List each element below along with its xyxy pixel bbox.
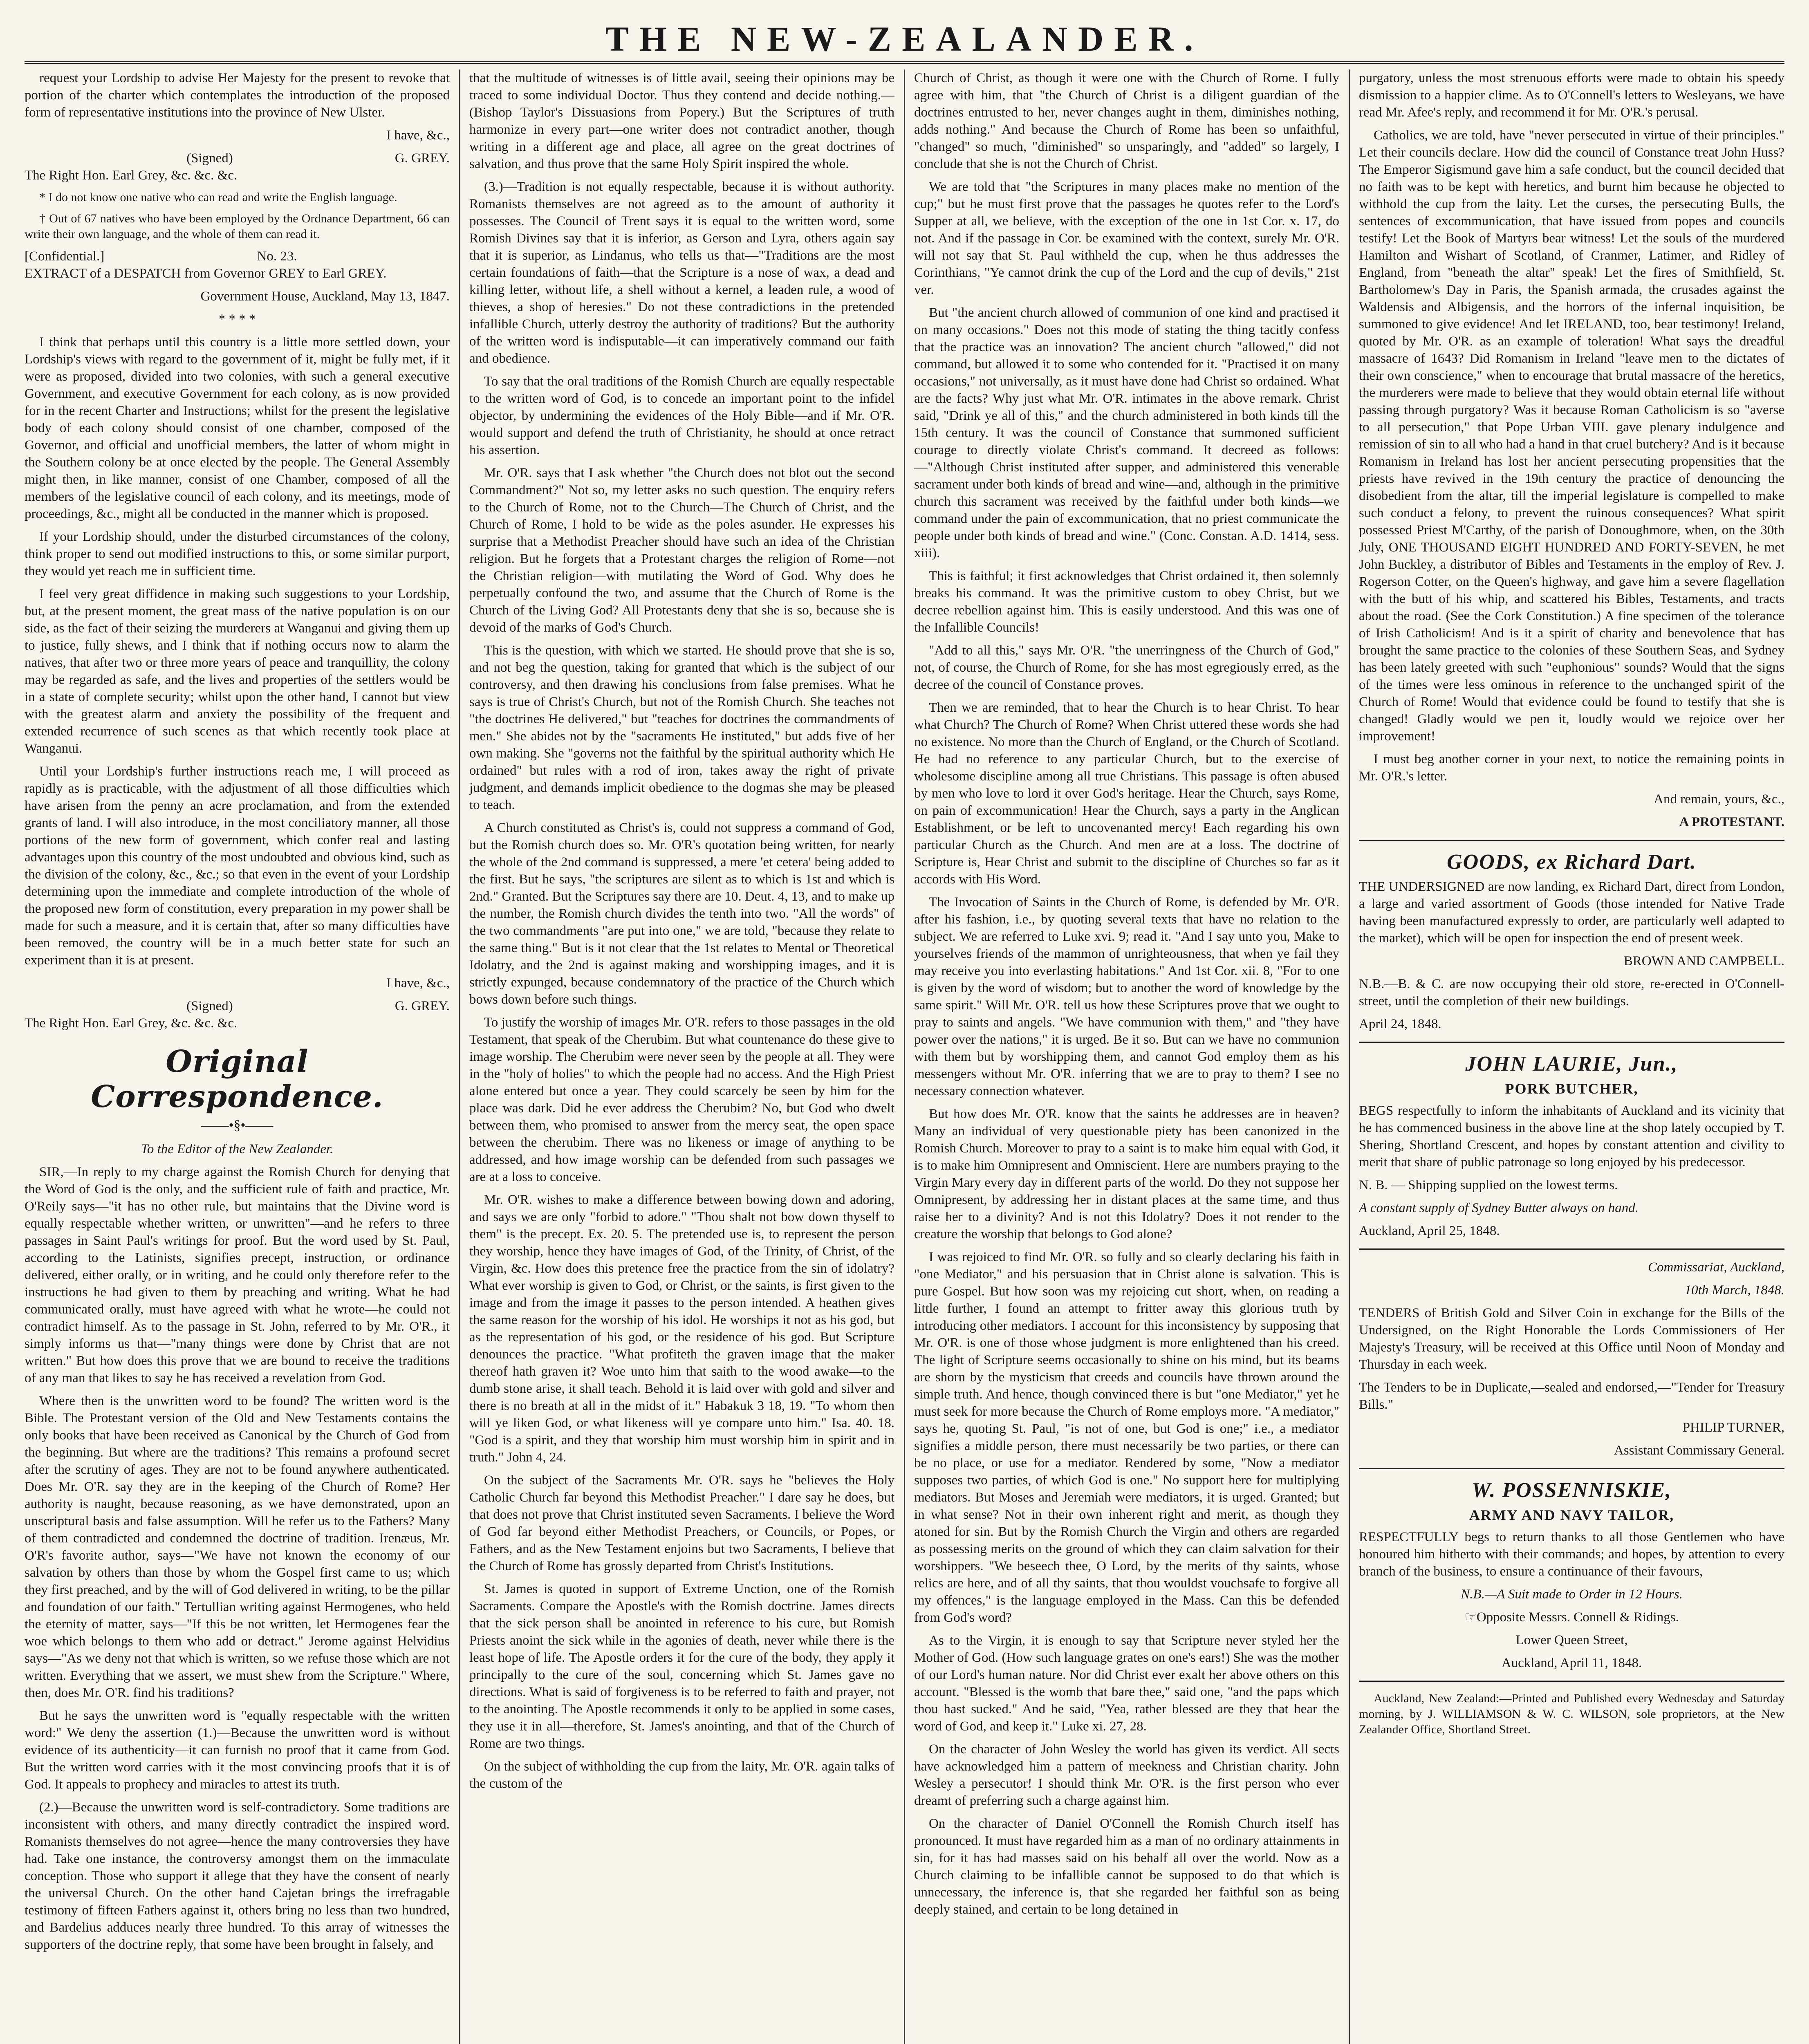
- ornament: ——•§•——: [201, 1118, 273, 1133]
- paragraph: request your Lordship to advise Her Majesty for the present to revoke that portion of the charter which contemplates the introduction of the proposed form of representative institutions into the province of New Ulster.: [25, 71, 450, 120]
- paragraph: As to the Virgin, it is enough to say that Scripture never styled her the Mother of God. (How such language grates on one's ears!) She was the mother of our Lord's human nature. Nor did Christ ever exalt her above others on this account. "Blessed is the womb that bare thee," said one, "and the paps which thou hast sucked." And he said, "Yea, rather blessed are they that hear the word of God, and keep it." Luke xi. 27, 28.: [914, 1633, 1339, 1734]
- paragraph: I feel very great diffidence in making such suggestions to your Lordship, but, at the present moment, the great mass of the native population is on our side, as the fact of their seizing the murderers at Wanganui and giving them up to justice, fully shews, and I think that if nothing occurs now to alarm the natives, that after two or three more years of peace and tranquillity, the colony may be regarded as safe, and the lives and properties of the settlers would be in a state of complete security; whilst upon the other hand, I cannot but view with the greatest alarm and anxiety the possibility of the frequent and extended recurrence of such scenes as that which recently took place at Wanganui.: [25, 587, 450, 756]
- advert-body: TENDERS of British Gold and Silver Coin in exchange for the Bills of the Undersigned, on the Right Honorable the Lords Commissioners of Her Majesty's Treasury, will be received at this Office until Noon of Monday and Thursday in each week.: [1359, 1306, 1784, 1372]
- advert-firm: BROWN AND CAMPBELL.: [1623, 954, 1784, 968]
- paragraph: But how does Mr. O'R. know that the saints he addresses are in heaven? Many an individual of very questionable piety has been canonized in the Romish Church. Moreover to pray to a saint is to make him equal with God, it is to make him Omnipresent and Omniscient. Here are numbers praying to the Virgin Mary every day in different parts of the world. Do they not suppose her Omnipresent, by addressing her in distant places at the same time, and thus raise her to a divinity? And is not this Idolatry? Does it not render to the creature the worship that belongs to God alone?: [914, 1107, 1339, 1242]
- advert-body: The Tenders to be in Duplicate,—sealed and endorsed,—"Tender for Treasury Bills.": [1359, 1380, 1784, 1412]
- advert-body: BEGS respectfully to inform the inhabitants of Auckland and its vicinity that he has commenced business in the above line at the shop lately occupied by T. Shering, Shortland Crescent, and hopes by constant attention and civility to merit that share of public patronage so long enjoyed by his predecessor.: [1359, 1103, 1784, 1170]
- paragraph: Mr. O'R. says that I ask whether "the Church does not blot out the second Commandment?" Not so, my letter asks no such question. The enquiry refers to the Church of Rome, not to the Church—The Church of Christ, and the Church of Rome, I hold to be wide as the poles asunder. He expresses his surprise that a Methodist Preacher should have such an idea of the Christian religion. But he forgets that a Protestant charges the religion of Rome—not the Christian religion—with mutilating the Word of God. Why does he perpetually confound the two, and assume that the Church of Rome is the Church of the Living God? All Protestants deny that she is so, because she is devoid of the marks of God's Church.: [469, 466, 894, 635]
- paragraph: But he says the unwritten word is "equally respectable with the written word:" We deny the assertion (1.)—Because the unwritten word is without evidence of its authenticity—it can furnish no proof that it came from God. But the written word carries with it the most convincing proofs that it is of God. It appeals to prophecy and miracles to attest its truth.: [25, 1708, 450, 1792]
- masthead: [25, 16, 1784, 64]
- advert-commissariat: [1359, 1259, 1784, 1459]
- divider: [1359, 840, 1784, 841]
- column-1: [25, 69, 450, 2044]
- footnote: † Out of 67 natives who have been employed by the Ordnance Department, 66 can write their own language, and the whole of them can read it.: [25, 212, 450, 241]
- paragraph: This is the question, with which we started. He should prove that she is so, and not beg the question, taking for granted that which is the subject of our controversy, and then drawing his conclusions from false premises. What he says is true of Christ's Church, but not of the Romish Church. She teaches not "the doctrines He delivered," but "teaches for doctrines the commandments of men." She abides not by the "sacraments He instituted," but adds five of her own making. She "governs not the faithful by the spiritual authority which He ordained" but rules with a rod of iron, takes away the right of private judgment, and demands implicit obedience to the dogmas she may be pleased to teach.: [469, 643, 894, 812]
- column-rule: [459, 69, 460, 2044]
- advert-body: RESPECTFULLY begs to return thanks to all those Gentlemen who have honoured him hitherto with their commands; and hopes, by attention to every branch of the business, to ensure a continuance of their favours,: [1359, 1530, 1784, 1579]
- paragraph: The Invocation of Saints in the Church of Rome, is defended by Mr. O'R. after his fashion, i.e., by quoting several texts that have no relation to the subject. We are referred to Luke xvi. 9; read it. "And I say unto you, Make to yourselves friends of the mammon of unrighteousness, that when ye fail they may receive you into everlasting habitations." And 1st Cor. xii. 8, "For to one is given by the word of wisdom; but to another the word of knowledge by the same spirit." Will Mr. O'R. tell us how these Scriptures prove that we ought to pray to saints and angels. "We have communion with them," and "they have power over the nations," it is urged. Be it so. But can we have no communion with them but by worshipping them, and cannot God employ them as his messengers without Mr. O'R. inferring that we are to pray to them? I see no necessary connection whatever.: [914, 895, 1339, 1098]
- to-editor: To the Editor of the New Zealander.: [141, 1142, 334, 1156]
- closing: And remain, yours, &c.,: [1654, 792, 1784, 807]
- dateline: Government House, Auckland, May 13, 1847.: [200, 289, 450, 304]
- advert-body: THE UNDERSIGNED are now landing, ex Richard Dart, direct from London, a large and varied assortment of Goods (those intended for Native Trade having been manufactured expressly to order, are particularly well adapted to the market), which will be open for inspection the end of present week.: [1359, 879, 1784, 946]
- paragraph: On the subject of withholding the cup from the laity, Mr. O'R. again talks of the custom of the: [469, 1759, 894, 1791]
- paragraph: Catholics, we are told, have "never persecuted in virtue of their principles." Let their councils declare. How did the council of Constance treat John Huss? The Emperor Sigismund gave him a safe conduct, but the council decided that no faith was to be kept with heretics, and burnt him because he objected to withhold the cup from the laity. Let the curses, the persecuting Bulls, the sentences of excommunication, that have issued from popes and councils testify! Let the Book of Martyrs bear witness! Let the souls of the murdered Hamilton and Wishart of Scotland, of Cranmer, Latimer, and Ridley of England, from "beneath the altar" speak! Let the fires of Smithfield, St. Bartholomew's Day in Paris, the Spanish armada, the crusades against the Waldensis and Albigensis, and the horrors of the infernal inquisition, be summoned to give evidence! And let IRELAND, too, bear testimony! Ireland, quoted by Mr. O'R. as an example of toleration! What says the dreadful massacre of 1643? Did Romanism in Ireland "leave men to the dictates of their own conscience," when to encourage that brutal massacre of the heretics, the murderers were made to believe that they would obtain eternal life without passing through purgatory? Was it because Roman Catholicism is so "averse to all persecution," that Pope Urban VIII. gave plenary indulgence and remission of sin to all who had a hand in that cruel butchery? And is it because Romanism in Ireland has lost her ancient persecuting propensities that the priests have revived in the 19th century the practice of denouncing the disobedient from the altar, till the imperial legislature is compelled to make such conduct a felony, to prevent the ruinous consequences? What spirit possessed Priest M'Carthy, of the parish of Donoughmore, when, on the 30th July, ONE THOUSAND EIGHT HUNDRED AND FORTY-SEVEN, he met John Buckley, a distributor of Bibles and Testaments in the employ of Rev. J. Rogerson Cotter, on the Queen's highway, and gave him a severe flagellation with the butt of his whip, and scattered his Bibles, Testaments, and tracts about the road. (See the Cork Constitution.) A fine specimen of the tolerance of Irish Catholicism! And is it a spirit of charity and benevolence that has brought the same practice to the colonies of these Southern Seas, and Sydney has been lately greeted with such "euphonious" sounds? Would that the signs of the times were less ominous in reference to the unchanged spirit of the Church of Rome! Would that evidence could be found to testify that she is changed! Gladly would we pen it, loudly would we rejoice over her improvement!: [1359, 128, 1784, 744]
- signature-line: [25, 997, 450, 1015]
- paragraph: (2.)—Because the unwritten word is self-contradictory. Some traditions are inconsistent with others, and many directly contradict the inspired word. Romanists themselves do not agree—hence the many controversies they have had. Take one instance, the controversy amongst them on the immaculate conception. Those who support it allege that they have the consent of nearly the universal Church. On the other hand Cajetan brings the irrefragable testimony of fifteen Fathers against it, others bring no less than two hundred, and Bardelius adduces nearly three hundred. To this array of witnesses the supporters of the doctrine reply, that some have been brought in falsely, and: [25, 1800, 450, 1952]
- advert-butcher: [1359, 1052, 1784, 1239]
- paragraph: On the character of John Wesley the world has given its verdict. All sects have acknowledged him a pattern of meekness and Christian charity. John Wesley a persecutor! I should think Mr. O'R. is the first person who ever dreamt of preferring such a charge against him.: [914, 1742, 1339, 1808]
- advert-subheading: PORK BUTCHER,: [1505, 1080, 1639, 1097]
- advert-heading: W. POSSENNISKIE,: [1471, 1479, 1672, 1502]
- advert-signer: PHILIP TURNER,: [1682, 1420, 1784, 1435]
- paragraph: On the character of Daniel O'Connell the Romish Church itself has pronounced. It must have regarded him as a man of no ordinary attainments in sin, for it has had masses said on his behalf all over the world. Now as a Church claiming to be infallible cannot be supposed to do that which is unnecessary, the inference is, that she regarded her faithful son as being deeply stained, and certain to be long detained in: [914, 1816, 1339, 1917]
- paragraph: Mr. O'R. wishes to make a difference between bowing down and adoring, and says we are only "forbid to adore." "Thou shalt not bow down thyself to them" is the precept. Ex. 20. 5. The pretended use is, to represent the person they worship, hence they have images of God, of the Trinity, of Christ, of the Virgin, &c. How does this pretence free the practice from the sin of idolatry? What ever worship is given to God, or Christ, or the saints, is first given to the image and from the image it passes to the person intended. A heathen gives the same reason for the worship of his idol. He worships it not as his god, but as the representation of his god, or the residence of his god. But Scripture denounces the practice. "What profiteth the graven image that the maker thereof hath graven it? Woe unto him that saith to the wood awake—to the dumb stone arise, it shall teach. Behold it is laid over with gold and silver and there is no breath at all in the midst of it." Habakuk 3 18, 19. "To whom then will ye liken God, or what likeness will ye compare unto him." Isa. 40. 18. "God is a spirit, and they that worship him must worship him in spirit and in truth." John 4, 24.: [469, 1192, 894, 1465]
- divider: [1359, 1248, 1784, 1250]
- signer: G. GREY.: [395, 999, 450, 1013]
- paragraph: If your Lordship should, under the disturbed circumstances of the colony, think proper to send out modified instructions to this, or some similar purport, they would yet reach me in sufficient time.: [25, 529, 450, 578]
- paragraph: Where then is the unwritten word to be found? The written word is the Bible. The Protestant version of the Old and New Testaments contains the only books that have been received as Canonical by the Church of God from the beginning. But where are the traditions? This remains a profound secret after the scrutiny of ages. They are not to be found anywhere authenticated. Does Mr. O'R. say they are in the keeping of the Church of Rome? Her authority is naught, because reasoning, as we have demonstrated, upon an unscriptural basis and false assumption. Will he refer us to the Fathers? Many of them contradicted and condemned the doctrine of tradition. Irenæus, Mr. O'R's favorite author, says—"We have not known the economy of our salvation by others than those by whom the Gospel first came to us; which they first preached, and by the will of God delivered in writing, to be the pillar and foundation of our faith." Tertullian writing against Hermogenes, who held the eternity of matter, says—"If this be not written, let Hermogenes fear the woe which belongs to them who add or detract." Jerome against Helvidius says—"As we deny not that which is written, so we refuse those which are not written. Everything that we assert, we must shew from the Scripture." Where, then, does Mr. O'R. find his traditions?: [25, 1394, 450, 1700]
- paragraph: To say that the oral traditions of the Romish Church are equally respectable to the written word of God, is to concede an important point to the infidel objector, by undermining the evidences of the Holy Bible—and if Mr. O'R. would support and defend the truth of Christianity, he should at once retract his assertion.: [469, 374, 894, 457]
- divider: [1359, 1468, 1784, 1469]
- confidential-label: [Confidential.]: [25, 249, 105, 264]
- asterisms: * * * *: [218, 312, 256, 327]
- paragraph: We are told that "the Scriptures in many places make no mention of the cup;" but he must first prove that the passages he quotes refer to the Lord's Supper at all, we believe, with the exception of the one in 1st Cor. x. 17, do not. And if the passage in Cor. be examined with the context, surely Mr. O'R. will not say that St. Paul withheld the cup, when he thus addresses the Corinthians, "Ye cannot drink the cup of the Lord and the cup of devils," 21st ver.: [914, 179, 1339, 297]
- advert-subheading: ARMY AND NAVY TAILOR,: [1469, 1507, 1675, 1523]
- paragraph: I think that perhaps until this country is a little more settled down, your Lordship's views with regard to the government of it, might be fully met, if it were as proposed, divided into two colonies, with such a general executive Government, and executive Government for each colony, as is now provided for in the recent Charter and Instructions; whilst for the present the legislative body of each colony should consist of one chamber, composed of the Governor, and official and unofficial members, the latter of whom might in the Southern colony be at once elected by the people. The General Assembly might then, in like manner, consist of one Chamber, composed of all the members of the legislative council of each colony, and its meetings, mode of proceedings, &c., might all be conducted in the manner which is proposed.: [25, 335, 450, 521]
- signer: G. GREY.: [395, 151, 450, 166]
- signed-label: (Signed): [186, 151, 233, 166]
- advert-heading: JOHN LAURIE, Jun.,: [1465, 1052, 1678, 1076]
- divider: [1359, 1042, 1784, 1043]
- addressee: The Right Hon. Earl Grey, &c. &c. &c.: [25, 168, 238, 183]
- divider: [1359, 1681, 1784, 1682]
- paragraph: that the multitude of witnesses is of little avail, seeing their opinions may be traced to some individual Doctor. Thus they contend and decide nothing.—(Bishop Taylor's Dissuasions from Popery.) But the Scriptures of truth harmonize in every part—one writer does not contradict another, though writing in a different age and place, all agree on the great doctrines of salvation, and thus prove that the same Holy Spirit inspired the whole.: [469, 71, 894, 171]
- signature-line: [25, 150, 450, 167]
- paragraph: "Add to all this," says Mr. O'R. "the unerringness of the Church of God," not, of course, the Church of Rome, for she has most egregiously erred, as the decree of the council of Constance proves.: [914, 643, 1339, 692]
- despatch-header: [25, 248, 450, 265]
- paragraph: But "the ancient church allowed of communion of one kind and practised it on many occasions." Does not this mode of stating the thing tacitly confess that the practice was an innovation? The ancient church "allowed," did not command, but allowed it to some who contended for it. "Practised it on many occasions," not universally, as it must have done had Christ so ordained. What are the facts? Why just what Mr. O'R. intimates in the above remark. Christ said, "Drink ye all of this," and the church administered in both kinds till the 15th century. It was the council of Constance that summoned sufficient courage to directly violate Christ's command. It decreed as follows:—"Although Christ instituted after supper, and administered this venerable sacrament under both kinds of bread and wine—and, although in the primitive church this sacrament was received by the faithful under both kinds—we command under the pain of excommunication, that no priest communicate the people under both kinds of bread and wine." (Conc. Constan. A.D. 1414, sess. xiii).: [914, 305, 1339, 560]
- addressee: The Right Hon. Earl Grey, &c. &c. &c.: [25, 1016, 238, 1031]
- columns: [25, 69, 1784, 2044]
- paragraph: This is faithful; it first acknowledges that Christ ordained it, then solemnly breaks his command. It was the primitive custom to obey Christ, but we decree rebellion against him. This is easily understood. And this was one of the Infallible Councils!: [914, 569, 1339, 635]
- column-2: [469, 69, 894, 2044]
- paragraph: Church of Christ, as though it were one with the Church of Rome. I fully agree with him, that "the Church of Christ is a diligent guardian of the doctrines entrusted to her, never changes aught in them, diminishes nothing, adds nothing." And because the Church of Rome has been so unfaithful, "changed" so much, "diminished" so unsparingly, and "added" so largely, I conclude that she is not the Church of Christ.: [914, 71, 1339, 171]
- closing: I have, &c.,: [386, 976, 450, 991]
- column-rule: [904, 69, 905, 2044]
- extract-title: EXTRACT of a DESPATCH from Governor GREY to Earl GREY.: [25, 266, 387, 281]
- paragraph: I must beg another corner in your next, to notice the remaining points in Mr. O'R.'s letter.: [1359, 752, 1784, 784]
- paragraph: Then we are reminded, that to hear the Church is to hear Christ. To hear what Church? The Church of Rome? When Christ uttered these words she had no existence. No more than the Church of England, or the Church of Scotland. He had no reference to any particular Church, but to the exercise of wholesome discipline among all true Christians. This passage is often abused by men who love to lord it over God's heritage. Hear the Church, says Rome, on pain of excommunication! Hear the Church, says a party in the Anglican Establishment, or be left to uncovenanted mercy! Each regarding his own particular Church as the Church. And men are at a loss. The doctrine of Scripture is, Hear Christ and submit to the discipline of Churches so far as it accords with His Word.: [914, 700, 1339, 887]
- despatch-number: No. 23.: [257, 249, 297, 264]
- advert-date: Auckland, April 25, 1848.: [1359, 1224, 1500, 1238]
- advert-address: ☞Opposite Messrs. Connell & Ridings.: [1464, 1610, 1679, 1625]
- signed-label: (Signed): [186, 999, 233, 1013]
- paragraph: St. James is quoted in support of Extreme Unction, one of the Romish Sacraments. Compare the Apostle's with the Romish doctrine. James directs that the sick person shall be anointed in reference to his cure, but Romish Priests anoint the sick while in the agonies of death, never while there is the least hope of life. The Apostle orders it for the cure of the body, they apply it principally to the cure of the soul, concerning which St. James gave no directions. What is said of forgiveness is to be referred to faith and prayer, not to the anointing. The Apostle recommends it only to be applied in some cases, they use it in all—therefore, St. James's anointing, and that of the Church of Rome are two things.: [469, 1582, 894, 1751]
- advert-office: Commissariat, Auckland,: [1648, 1260, 1784, 1275]
- column-3: [914, 69, 1339, 2044]
- column-4: [1359, 69, 1784, 2044]
- imprint: Auckland, New Zealand:—Printed and Published every Wednesday and Saturday morning, by J. WILLIAMSON & W. C. WILSON, sole proprietors, at the New Zealander Office, Shortland Street.: [1359, 1692, 1784, 1736]
- section-heading: Original Correspondence.: [91, 1044, 383, 1114]
- advert-date: Auckland, April 11, 1848.: [1501, 1656, 1642, 1670]
- advert-heading: GOODS, ex Richard Dart.: [1447, 850, 1697, 874]
- column-rule: [1349, 69, 1350, 2044]
- paragraph: Until your Lordship's further instructions reach me, I will proceed as rapidly as is practicable, with the adjustment of all those difficulties which have arisen from the penny an acre proclamation, and from the extended grants of land. I will also introduce, in the most conciliatory manner, all those portions of the new form of government, which confer real and lasting advantages upon this country of the most undoubted and obvious kind, such as the division of the colony, &c., &c.; so that even in the event of your Lordship determining upon the immediate and complete introduction of the whole of the proposed new form of constitution, every preparation in my power shall be made for such a measure, and it is certain that, after so many difficulties have been removed, the country will be in a much better state for such an experiment than it is at present.: [25, 764, 450, 968]
- advert-tailor: [1359, 1478, 1784, 1672]
- paragraph: SIR,—In reply to my charge against the Romish Church for denying that the Word of God is the only, and the sufficient rule of faith and practice, Mr. O'Reily says—"it has no other rule, but maintains that the Divine word is equally respectable whether written, or unwritten"—and he refers to three passages in Saint Paul's writings for proof. But the word used by St. Paul, according to the Latinists, signifies precept, instruction, or ordinance delivered, either orally, or in writing, and he could only therefore refer to the instructions he had given to them by preaching and writing. What he had communicated orally, must have agreed with what he wrote—he could not contradict himself. As to the passage in St. John, referred to by Mr. O'R., it simply informs us that—"many things were done by Christ that are not written." But how does this prove that we are bound to receive the traditions of any man that likes to say he has received a revelation from God.: [25, 1165, 450, 1385]
- paragraph: On the subject of the Sacraments Mr. O'R. says he "believes the Holy Catholic Church far beyond this Methodist Preacher." I dare say he does, but that does not prove that Christ instituted seven Sacraments. I believe the Word of God far beyond either Methodist Preachers, or Councils, or Popes, or Fathers, and as the New Testament enjoins but two Sacraments, I believe that the Church of Rome has grossly departed from Christ's Institutions.: [469, 1473, 894, 1573]
- paragraph: A Church constituted as Christ's is, could not suppress a command of God, but the Romish church does so. Mr. O'R's quotation being written, for nearly the whole of the 2nd command is suppressed, a mere 'et cetera' being added to the first. But he says, "the scriptures are silent as to which is 1st and which is 2nd." Granted. But the Scriptures say there are 10. Deut. 4, 13, and to make up the number, the Romish church divides the tenth into two. "All the words" of the two commandments "are put into one," we are told, "because they relate to the same thing." But is it not clear that the 1st relates to Mental or Theoretical Idolatry, and the 2nd is against making and worshipping images, and it is strictly expunged, because condemnatory of the practice of the Church which bows down before such things.: [469, 820, 894, 1007]
- advert-address: Lower Queen Street,: [1515, 1633, 1628, 1647]
- paragraph: To justify the worship of images Mr. O'R. refers to those passages in the old Testament, that speak of the Cherubim. But what countenance do these give to image worship. The Cherubim were never seen by the people at all. They were in the "holy of holies" to which the people had no access. And the High Priest alone entered but once a year. They could scarcely be seen by him for the place was dark. Did he ever address the Cherubim? No, but God who dwelt between them, who promised to answer from the mercy seat, the open space between the cherubim. There was no likeness or image of anything to be addressed, and how image worship can be defended from such passages we are at a loss to conceive.: [469, 1015, 894, 1184]
- paragraph: I was rejoiced to find Mr. O'R. so fully and so clearly declaring his faith in "one Mediator," and his persuasion that in Christ alone is salvation. This is pure Gospel. But how soon was my rejoicing cut short, when, on reading a little further, I found an attempt to fritter away this glorious truth by introducing other mediators. I account for this inconsistency by supposing that Mr. O'R. is one of those whose judgment is more enlightened than his creed. The light of Scripture seems occasionally to shine on his mind, but its beams are shorn by the mysticism that creeds and councils have thrown around the simple truth. And hence, though convinced there is but "one Mediator," yet he must seek for more because the Church of Rome employs more. "A mediator," says he, quoting St. Paul, "is not of one, but God is one;" i.e., a mediator signifies a middle person, there must necessarily be two parties, or there can be no place, or use for a mediator. Rendered by some, "Now a mediator supposes two parties, of which God is one." No support here for multiplying mediators. But Moses and Jeremiah were mediators, it is urged. Granted; but in what sense? Not in their own inherent right and merit, as though they atoned for sin. But by the Romish Church the Virgin and others are regarded as possessing merits on the ground of which they can claim salvation for their worshippers. "We beseech thee, O Lord, by the merits of thy saints, whose relics are here, and of all thy saints, that thou wouldst vouchsafe to forgive all my offences," is the language employed in the Mass. Can this be defended from God's word?: [914, 1250, 1339, 1625]
- advert-note: N.B.—A Suit made to Order in 12 Hours.: [1461, 1587, 1683, 1602]
- advert-date: 10th March, 1848.: [1684, 1283, 1784, 1298]
- advert-date: April 24, 1848.: [1359, 1017, 1441, 1031]
- newspaper-title: THE NEW-ZEALANDER.: [605, 19, 1204, 58]
- closing: I have, &c.,: [386, 128, 450, 143]
- advert-note: A constant supply of Sydney Butter always on hand.: [1359, 1201, 1639, 1215]
- advert-note: N. B. — Shipping supplied on the lowest terms.: [1359, 1178, 1618, 1192]
- paragraph: (3.)—Tradition is not equally respectable, because it is without authority. Romanists themselves are not agreed as to the amount of authority it possesses. The Council of Trent says it is equal to the written word, some Romish Divines say that it is inferior, as Gerson and Lyra, others again say that it is superior, as Lindanus, who tells us that—"Traditions are the most certain foundations of faith—that the Scripture is a nose of wax, a dead and killing letter, without life, a shell without a kernel, a leaden rule, a wood of thieves, a shop of heresies." Do not these contradictions in the pretended infallible Church, utterly destroy the authority of traditions? But the authority of the written word is indisputable—it can imperatively command our faith and obedience.: [469, 179, 894, 366]
- advert-title: Assistant Commissary General.: [1614, 1443, 1784, 1458]
- paragraph: purgatory, unless the most strenuous efforts were made to obtain his speedy dismission to a happier clime. As to O'Connell's letters to Wesleyans, we have read Mr. Afee's reply, and recommend it for Mr. O'R.'s perusal.: [1359, 71, 1784, 120]
- footnote: * I do not know one native who can read and write the English language.: [39, 191, 397, 204]
- advert-goods: [1359, 850, 1784, 1033]
- advert-note: N.B.—B. & C. are now occupying their old store, re-erected in O'Connell-street, until the completion of their new buildings.: [1359, 977, 1784, 1009]
- signer: A PROTESTANT.: [1679, 815, 1784, 829]
